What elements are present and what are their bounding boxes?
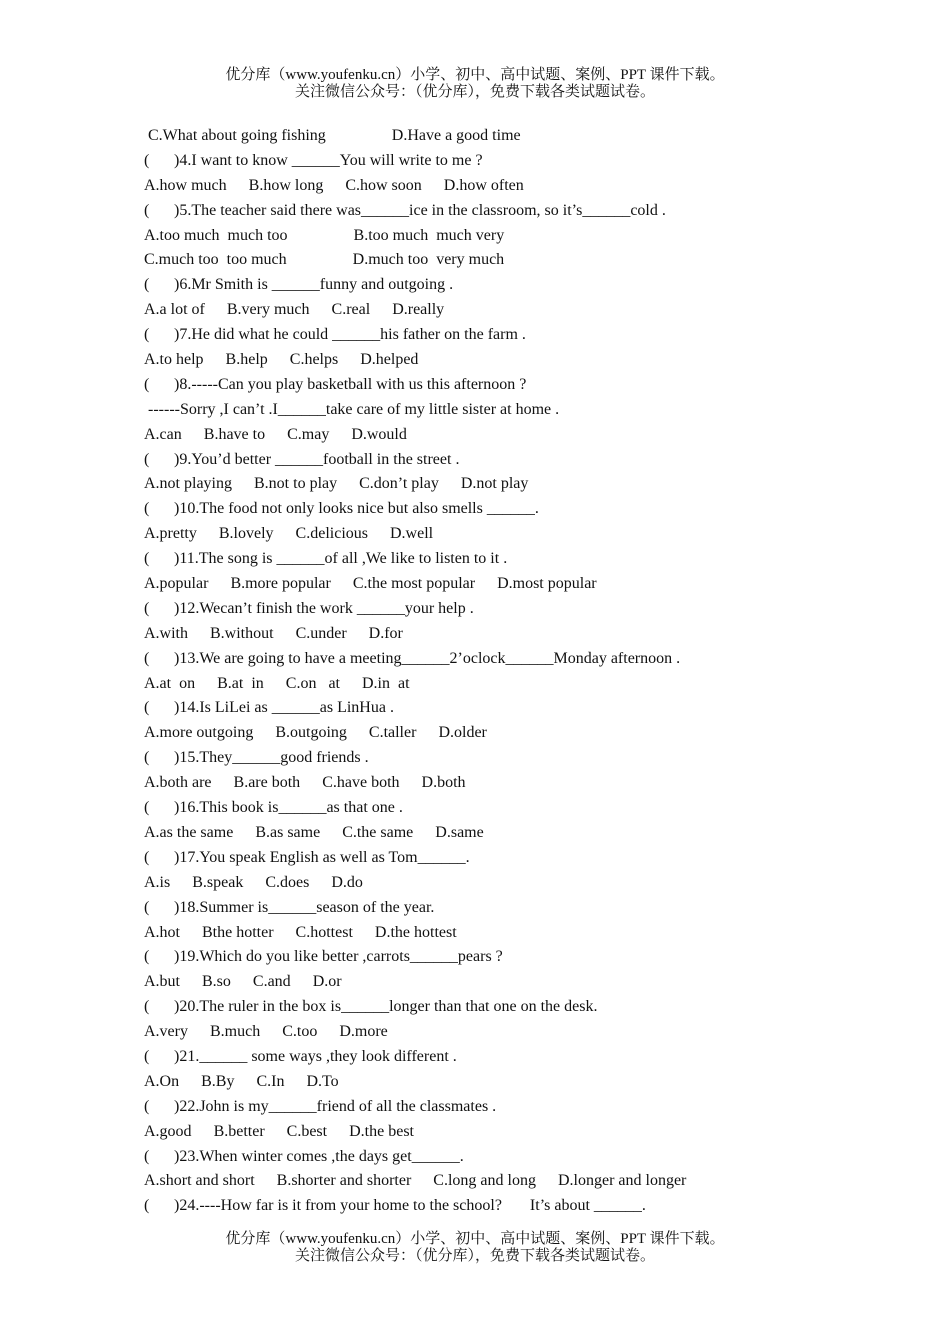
option-line [144, 771, 884, 796]
option: C.the same [342, 823, 414, 841]
option: B.much [209, 1023, 261, 1041]
question-text: )15.They______good friends . [174, 749, 369, 767]
option: C.taller [368, 724, 417, 742]
option: D.the best [349, 1122, 414, 1140]
answer-blank[interactable]: ( [144, 326, 150, 344]
question-line [144, 273, 884, 298]
option: B.lovely [218, 525, 274, 543]
option: D.the hottest [374, 923, 457, 941]
question-line [144, 1095, 884, 1120]
question-list [144, 124, 884, 1219]
question-text: )19.Which do you like better ,carrots______pears ? [174, 948, 503, 966]
question-text: )16.This book is______as that one . [174, 799, 403, 817]
option-line [144, 423, 884, 448]
option: D.older [438, 724, 487, 742]
option: C.real [331, 301, 371, 319]
option: D.Have a good time [391, 127, 521, 144]
option: C.long and long [433, 1172, 536, 1190]
option: D.more [339, 1023, 388, 1041]
option-line [144, 224, 884, 249]
footer-line-2: 关注微信公众号：（优分库），免费下载各类试题试卷。 [294, 1248, 655, 1264]
option: B.shorter and shorter [276, 1172, 412, 1190]
option: B.without [210, 624, 274, 642]
option: B.By [201, 1072, 235, 1090]
option-line [144, 622, 884, 647]
answer-blank[interactable]: ( [144, 550, 150, 568]
option: B.outgoing [275, 724, 347, 742]
option: D.same [435, 823, 484, 841]
option: B.not to play [254, 475, 338, 493]
question-text: )17.You speak English as well as Tom______. [174, 848, 470, 866]
question-text: )6.Mr Smith is ______funny and outgoing . [174, 276, 454, 294]
question-text: )10.The food not only looks nice but also smells ______. [174, 500, 539, 518]
option: D.longer and longer [557, 1172, 687, 1190]
option: B.very much [226, 301, 310, 319]
answer-blank[interactable]: ( [144, 898, 150, 916]
answer-blank[interactable]: ( [144, 998, 150, 1016]
question-text: )7.He did what he could ______his father on the farm . [174, 326, 526, 344]
option: A.both are [144, 774, 212, 792]
option: C.does [265, 873, 310, 891]
page-footer [0, 1231, 950, 1265]
question-line [144, 149, 884, 174]
answer-blank[interactable]: ( [144, 1147, 150, 1165]
answer-blank[interactable]: ( [144, 649, 150, 667]
option: C.In [256, 1072, 285, 1090]
option: A.good [144, 1122, 192, 1140]
answer-blank[interactable]: ( [144, 201, 150, 219]
option: C.hottest [295, 923, 353, 941]
option: A.not playing [144, 475, 232, 493]
option: A.at on [144, 674, 196, 692]
question-text: )12.Wecan’t finish the work ______your help . [174, 599, 474, 617]
option-line [144, 970, 884, 995]
page-header [0, 67, 950, 101]
option-line [144, 348, 884, 373]
answer-blank[interactable]: ( [144, 1197, 150, 1215]
option: A.a lot of [144, 301, 205, 319]
option: B.more popular [230, 575, 331, 593]
answer-blank[interactable]: ( [144, 375, 150, 393]
option: B.help [225, 351, 268, 369]
option-line [144, 472, 884, 497]
question-line [144, 647, 884, 672]
header-line-1: 优分库（www.youfenku.cn）小学、初中、高中试题、案例、PPT 课件下载。 [225, 67, 725, 83]
option: C.much too too much [144, 251, 287, 269]
option: A.hot [144, 923, 180, 941]
option-line [144, 248, 884, 273]
question-line [144, 1194, 884, 1219]
option: D.do [331, 873, 363, 891]
question-text: )4.I want to know ______You will write to me ? [174, 151, 483, 169]
option: A.short and short [144, 1172, 255, 1190]
option: C.under [295, 624, 347, 642]
answer-blank[interactable]: ( [144, 450, 150, 468]
question-line [144, 597, 884, 622]
option: D.much too very much [352, 251, 505, 269]
question-line [144, 323, 884, 348]
option: C.too [282, 1023, 318, 1041]
footer-line-1: 优分库（www.youfenku.cn）小学、初中、高中试题、案例、PPT 课件下载。 [225, 1231, 725, 1247]
question-line [144, 896, 884, 921]
option: A.can [144, 425, 182, 443]
option: A.is [144, 873, 171, 891]
option: D.well [389, 525, 434, 543]
option: C.how soon [345, 176, 422, 194]
answer-blank[interactable]: ( [144, 151, 150, 169]
option-line [144, 821, 884, 846]
question-text: )9.You’d better ______football in the street . [174, 450, 460, 468]
option: A.On [144, 1072, 180, 1090]
answer-blank[interactable]: ( [144, 799, 150, 817]
question-line [144, 696, 884, 721]
option: B.how long [248, 176, 324, 194]
option: A.with [144, 624, 188, 642]
option: B.are both [233, 774, 301, 792]
question-text: )21.______ some ways ,they look different . [174, 1047, 457, 1065]
option: B.so [202, 973, 231, 991]
answer-blank[interactable]: ( [144, 276, 150, 294]
option: B.too much much very [353, 226, 505, 244]
question-line [144, 497, 884, 522]
question-text: )8.-----Can you play basketball with us this afternoon ? [174, 375, 527, 393]
option-line [144, 921, 884, 946]
option-line [144, 672, 884, 697]
question-line [144, 746, 884, 771]
question-line [144, 846, 884, 871]
question-line [144, 995, 884, 1020]
option: D.most popular [497, 575, 597, 593]
option: D.not play [460, 475, 529, 493]
option: A.too much much too [144, 226, 288, 244]
option: A.pretty [144, 525, 197, 543]
question-text: )13.We are going to have a meeting______2’oclock______Monday afternoon . [174, 649, 681, 667]
option: C.best [286, 1122, 328, 1140]
option-line [144, 1020, 884, 1045]
answer-blank[interactable]: ( [144, 699, 150, 717]
option: D.helped [360, 351, 419, 369]
option: C.on at [285, 674, 340, 692]
option: B.at in [217, 674, 264, 692]
option: B.better [213, 1122, 265, 1140]
option-line [144, 1120, 884, 1145]
question-text: )23.When winter comes ,the days get______. [174, 1147, 464, 1165]
option: C.don’t play [359, 475, 439, 493]
option: C.may [287, 425, 330, 443]
question-line [144, 1045, 884, 1070]
option: A.to help [144, 351, 204, 369]
option: C.What about going fishing [148, 127, 326, 144]
option-line [144, 721, 884, 746]
question-text: )18.Summer is______season of the year. [174, 898, 435, 916]
option: A.how much [144, 176, 227, 194]
answer-blank[interactable]: ( [144, 599, 150, 617]
option: C.have both [322, 774, 400, 792]
question-line [144, 547, 884, 572]
answer-blank[interactable]: ( [144, 1097, 150, 1115]
option: D.or [312, 973, 342, 991]
header-line-2: 关注微信公众号：（优分库），免费下载各类试题试卷。 [294, 84, 655, 100]
answer-blank[interactable]: ( [144, 948, 150, 966]
option: D.how often [443, 176, 524, 194]
option: B.as same [255, 823, 321, 841]
question-text: )24.----How far is it from your home to the school? It’s about ______. [174, 1197, 646, 1215]
question-line [144, 199, 884, 224]
question-text: )20.The ruler in the box is______longer than that one on the desk. [174, 998, 598, 1016]
question-line [144, 1145, 884, 1170]
option-line [144, 124, 884, 149]
option: C.helps [289, 351, 339, 369]
option: A.more outgoing [144, 724, 254, 742]
option: A.but [144, 973, 180, 991]
option: C.delicious [295, 525, 368, 543]
answer-blank[interactable]: ( [144, 848, 150, 866]
option-line [144, 522, 884, 547]
option: C.the most popular [352, 575, 476, 593]
question-text: )14.Is LiLei as ______as LinHua . [174, 699, 394, 717]
option: D.for [368, 624, 403, 642]
option: A.very [144, 1023, 188, 1041]
answer-blank[interactable]: ( [144, 500, 150, 518]
option: C.and [252, 973, 291, 991]
answer-blank[interactable]: ( [144, 1047, 150, 1065]
question-line [144, 945, 884, 970]
option: A.popular [144, 575, 209, 593]
option-line [144, 174, 884, 199]
option: D.To [306, 1072, 339, 1090]
option-line [144, 871, 884, 896]
option: Bthe hotter [202, 923, 274, 941]
option: A.as the same [144, 823, 234, 841]
question-line [144, 373, 884, 398]
option-line [144, 572, 884, 597]
option: D.would [351, 425, 407, 443]
option: B.speak [192, 873, 244, 891]
option: D.in at [362, 674, 410, 692]
option: D.really [392, 301, 445, 319]
question-line [144, 448, 884, 473]
question-text: )5.The teacher said there was______ice in the classroom, so it’s______cold . [174, 201, 666, 219]
answer-blank[interactable]: ( [144, 749, 150, 767]
option: B.have to [203, 425, 266, 443]
question-extra-line: ------Sorry ,I can’t .I______take care of my little sister at home . [144, 400, 560, 418]
question-text: )11.The song is ______of all ,We like to listen to it . [174, 550, 508, 568]
option: D.both [421, 774, 466, 792]
question-line [144, 796, 884, 821]
question-text: )22.John is my______friend of all the classmates . [174, 1097, 497, 1115]
option-line [144, 1169, 884, 1194]
option-line [144, 298, 884, 323]
option-line [144, 1070, 884, 1095]
